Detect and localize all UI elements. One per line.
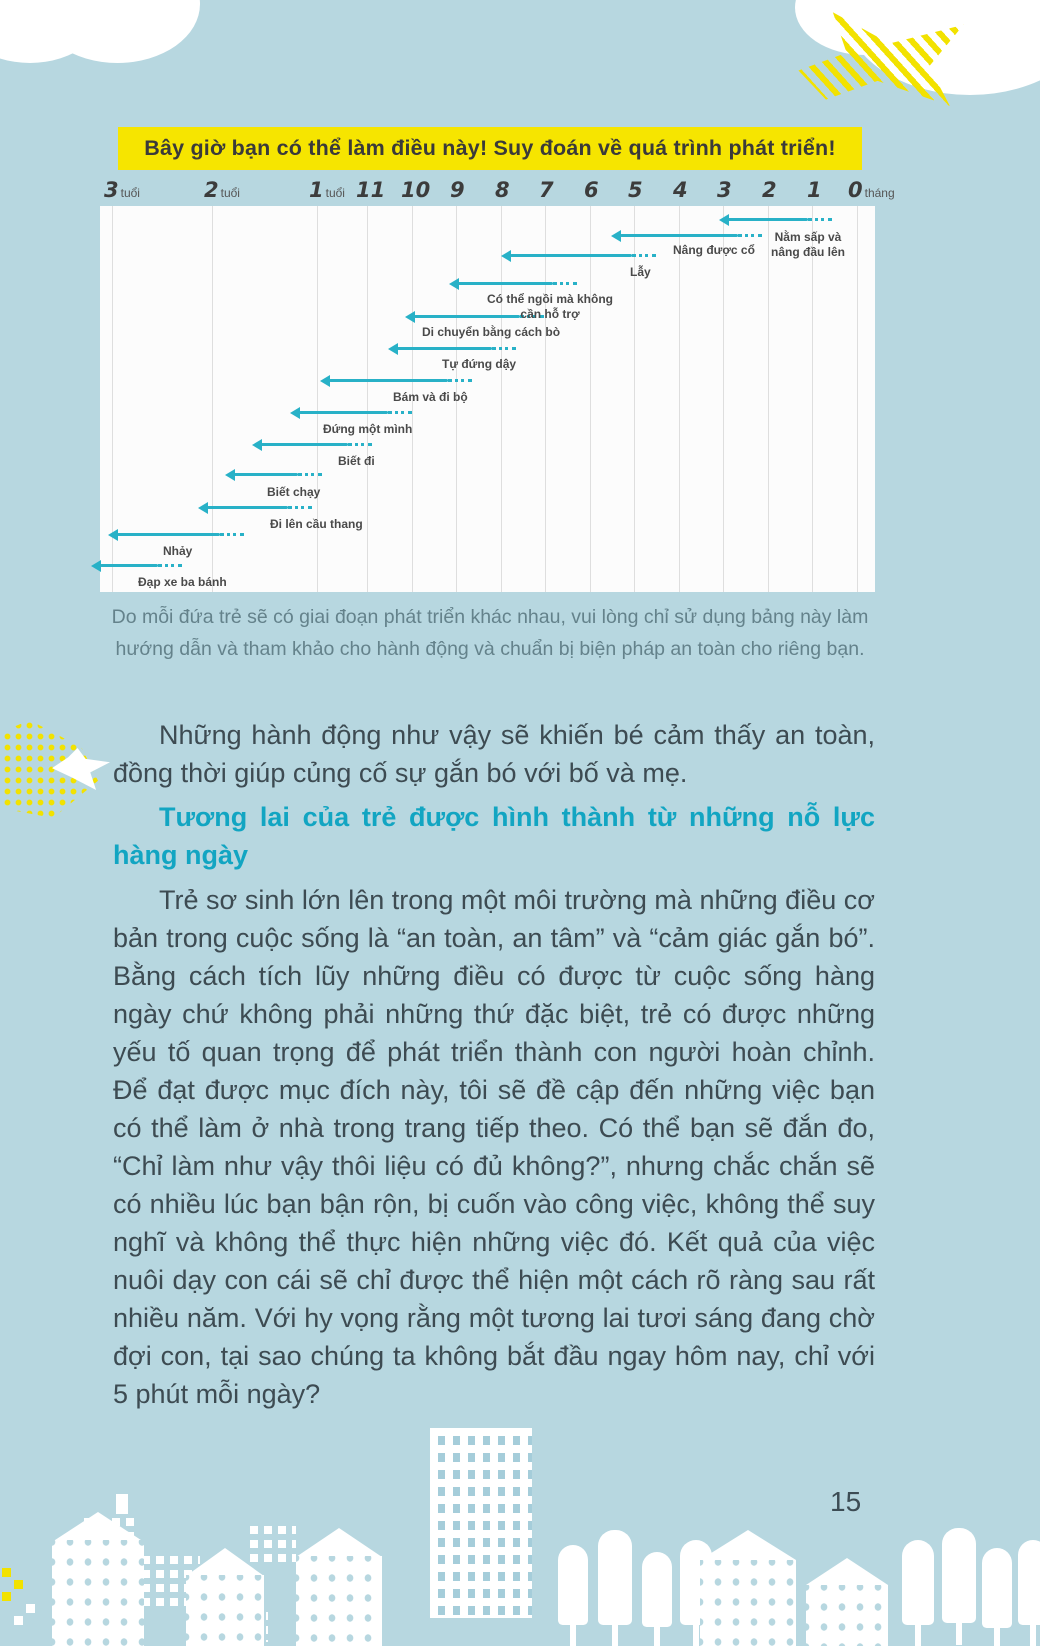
milestone-arrow (329, 379, 448, 382)
milestone-dots (738, 234, 762, 237)
milestone-label: Nằm sấp và nâng đầu lên (770, 230, 845, 259)
house (806, 1585, 888, 1646)
axis-number: 7 (539, 178, 554, 202)
axis-unit: tuổi (220, 186, 240, 200)
tree (598, 1530, 632, 1625)
tree (942, 1528, 976, 1623)
milestone-dots (298, 473, 322, 476)
axis-tick-2y (204, 178, 240, 202)
gridline (317, 206, 318, 592)
milestone-dots (348, 443, 372, 446)
axis-tick-3y (104, 178, 140, 202)
milestone-label: Bám và đi bộ (393, 390, 468, 404)
header-banner-text: Bây giờ bạn có thể làm điều này! Suy đoán về quá trình phát triển! (144, 136, 836, 160)
milestone-label: Nâng được cổ (673, 243, 755, 257)
house-chimney (116, 1494, 128, 1514)
axis-number: 3 (717, 178, 732, 202)
axis-tick-2m (762, 178, 777, 202)
milestone-dots (158, 564, 182, 567)
milestone-dots (553, 282, 577, 285)
gridline (545, 206, 546, 592)
milestone-arrow (261, 443, 348, 446)
milestone-label: Đi lên cầu thang (270, 517, 363, 531)
milestone-dots (808, 218, 832, 221)
milestone-label: Tự đứng dậy (442, 357, 517, 371)
axis-tick-1y (309, 178, 345, 202)
axis-unit: tuổi (325, 186, 345, 200)
milestone-arrow (234, 473, 298, 476)
house-roof (186, 1548, 264, 1576)
house-roof (52, 1512, 144, 1542)
tree (1018, 1540, 1040, 1625)
house-roof (806, 1558, 888, 1585)
pixel-decoration (26, 1604, 35, 1613)
axis-number: 1 (309, 178, 324, 202)
axis-unit: tuổi (120, 186, 140, 200)
pixel-decoration (14, 1616, 23, 1625)
axis-tick-6m (584, 178, 599, 202)
section-heading: Tương lai của trẻ được hình thành từ những nỗ lực hàng ngày (113, 802, 875, 870)
pixel-decoration (2, 1592, 11, 1601)
gridline (367, 206, 368, 592)
milestone-arrow (620, 234, 738, 237)
milestone-dots (388, 411, 412, 414)
tree (558, 1545, 588, 1625)
axis-number: 4 (673, 178, 688, 202)
gridline (679, 206, 680, 592)
axis-number: 11 (356, 178, 386, 202)
axis-number: 8 (495, 178, 510, 202)
milestone-arrow (299, 411, 388, 414)
gridline (768, 206, 769, 592)
axis-number: 3 (104, 178, 119, 202)
milestone-arrow (397, 347, 492, 350)
milestone-label: Đạp xe ba bánh (138, 575, 227, 589)
axis-number: 9 (450, 178, 465, 202)
milestone-label: Nhảy (163, 544, 193, 558)
development-chart (100, 178, 895, 596)
milestone-arrow (728, 218, 808, 221)
milestone-dots (492, 347, 516, 350)
milestone-label: Có thể ngồi mà không cần hỗ trợ (487, 292, 613, 321)
axis-tick-7m (539, 178, 554, 202)
axis-tick-3m (717, 178, 732, 202)
axis-tick-5m (628, 178, 643, 202)
milestone-arrow (458, 282, 553, 285)
axis-tick-1m (807, 178, 822, 202)
pixel-decoration (2, 1568, 11, 1577)
milestone-label: Di chuyển bằng cách bò (422, 325, 561, 339)
gridline (723, 206, 724, 592)
milestone-arrow (207, 506, 288, 509)
axis-tick-10m (401, 178, 430, 202)
house (52, 1540, 144, 1646)
house-roof (296, 1528, 382, 1557)
milestone-label: Đứng một mình (323, 422, 413, 436)
axis-tick-8m (495, 178, 510, 202)
gridline (590, 206, 591, 592)
axis-tick-11m (356, 178, 385, 202)
header-banner (118, 127, 862, 170)
milestone-label: Biết đi (338, 454, 375, 468)
axis-number: 5 (628, 178, 643, 202)
tree (982, 1548, 1012, 1628)
axis-tick-9m (450, 178, 465, 202)
body-paragraph-1: Những hành động như vậy sẽ khiến bé cảm thấy an toàn, đồng thời giúp củng cố sự gắn bó với bố và mẹ. (113, 720, 875, 788)
gridline (812, 206, 813, 592)
axis-number: 2 (204, 178, 219, 202)
building (430, 1428, 532, 1618)
milestone-dots (288, 506, 312, 509)
axis-number: 6 (584, 178, 599, 202)
gridline (857, 206, 858, 592)
pixel-decoration (14, 1580, 23, 1589)
tree (902, 1540, 934, 1625)
house-roof (700, 1530, 796, 1560)
milestone-dots (632, 254, 656, 257)
axis-number: 1 (807, 178, 822, 202)
axis-number: 2 (762, 178, 777, 202)
chart-caption: Do mỗi đứa trẻ sẽ có giai đoạn phát triển khác nhau, vui lòng chỉ sử dụng bảng này làm hướng dẫn và tham khảo cho hành động và chuẩn bị biện pháp an toàn cho riêng bạn. (111, 606, 869, 661)
house (700, 1560, 796, 1646)
body-paragraph-2: Trẻ sơ sinh lớn lên trong một môi trường mà những điều cơ bản trong cuộc sống là “an toàn, an tâm” và “cảm giác gắn bó”. Bằng cách tích lũy những điều có được từ cuộc sống hàng ngày chứ không phải những thứ đặc biệt, trẻ có được những yếu tố quan trọng để phát triển thành con người hoàn chỉnh. Để đạt được mục đích này, tôi sẽ đề cập đến những việc bạn có thể làm ở nhà trong trang tiếp theo. Có thể bạn sẽ đắn đo, “Chỉ làm như vậy thôi liệu có đủ không?”, nhưng chắc chắn sẽ có nhiều lúc bạn bận rộn, bị cuốn vào công việc, không thể suy nghĩ và không thể thực hiện những việc đó. Kết quả của việc nuôi dạy con cái sẽ chỉ được thể hiện một cách rõ ràng sau rất nhiều năm. Với hy vọng rằng một tương lai tươi sáng đang chờ đợi con, tại sao chúng ta không bắt đầu ngay hôm nay, chỉ với 5 phút mỗi ngày? (113, 885, 875, 1409)
house (186, 1575, 264, 1646)
body-text (113, 716, 875, 1413)
axis-number: 0 (848, 178, 863, 202)
gridline (634, 206, 635, 592)
axis-unit: tháng (864, 186, 895, 200)
milestone-label: Biết chạy (267, 485, 321, 499)
gridline (501, 206, 502, 592)
milestone-arrow (510, 254, 632, 257)
milestone-dots (220, 533, 244, 536)
axis-tick-4m (673, 178, 688, 202)
milestone-arrow (100, 564, 158, 567)
milestone-arrow (117, 533, 220, 536)
tree (642, 1552, 672, 1627)
house (296, 1556, 382, 1646)
axis-number: 10 (401, 178, 431, 202)
page-number: 15 (830, 1486, 862, 1517)
milestone-label: Lẫy (630, 265, 651, 279)
milestone-dots (448, 379, 472, 382)
axis-tick-0m (848, 178, 895, 202)
